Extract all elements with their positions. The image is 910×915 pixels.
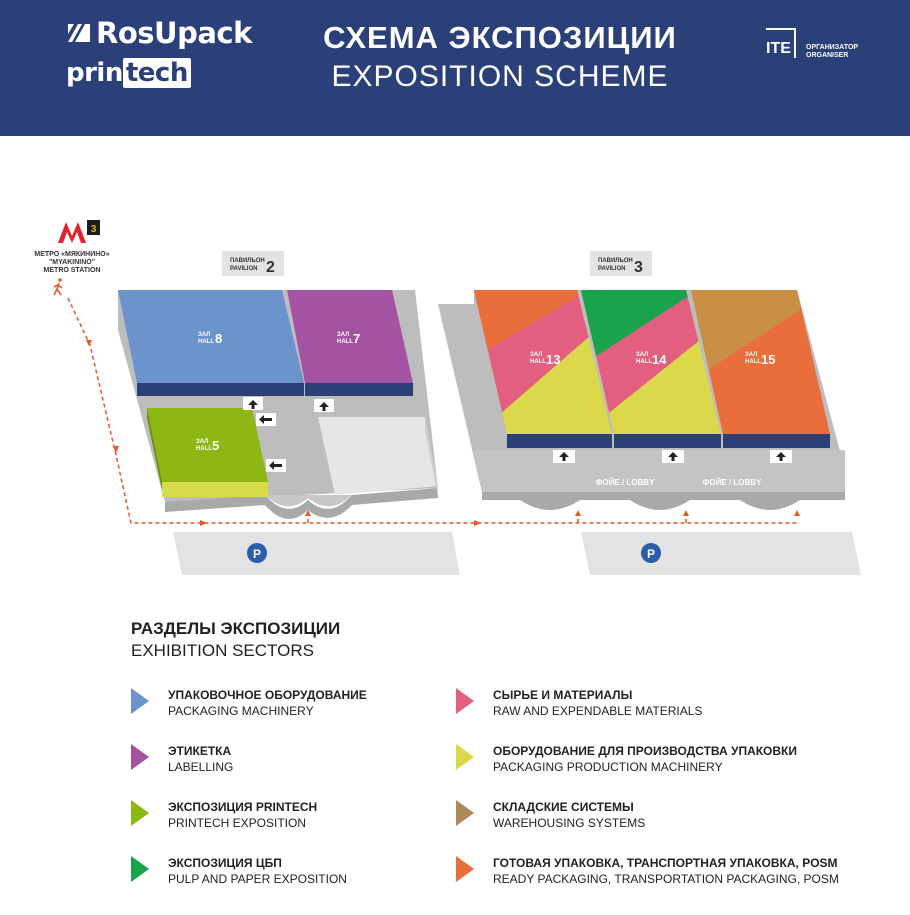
- ite-logo-text: ITE: [766, 40, 791, 57]
- legend-item-label-en: WAREHOUSING SYSTEMS: [493, 816, 646, 830]
- sector-color-marker: [456, 744, 474, 770]
- sector-color-marker: [131, 744, 149, 770]
- route-arrow-icon: [113, 446, 119, 453]
- rosupack-logo: [66, 16, 252, 50]
- printech-logo-text-2: tech: [123, 58, 191, 88]
- pavilion-2-tag: [222, 251, 284, 276]
- header-banner: [0, 0, 910, 136]
- pavilion-2-number: 2: [266, 259, 275, 276]
- hall-8-number: 8: [215, 331, 223, 346]
- hall-7-label-en: HALL: [337, 339, 353, 345]
- hall-7-label-ru: ЗАЛ: [337, 332, 350, 338]
- route-arrow-icon: [200, 520, 207, 526]
- legend-item-label-en: PACKAGING PRODUCTION MACHINERY: [493, 760, 723, 774]
- organizer-label-en: ORGANISER: [806, 52, 849, 59]
- sector-color-marker: [131, 800, 149, 826]
- printech-logo: [66, 58, 191, 88]
- lobby-label-2: ФОЙЕ / LOBBY: [702, 478, 762, 487]
- sector-color-marker: [456, 856, 474, 882]
- legend-item-label-en: PULP AND PAPER EXPOSITION: [168, 872, 347, 886]
- hall-15-number: 15: [761, 352, 776, 367]
- hall-14-label-ru: ЗАЛ: [636, 352, 649, 358]
- parking-label-1: P: [252, 547, 262, 561]
- entrance-arrow-icon: [243, 397, 263, 410]
- route-arrow-icon: [86, 340, 92, 346]
- page-title-ru: СХЕМА ЭКСПОЗИЦИИ: [323, 20, 677, 55]
- pavilion-2-label-en: PAVILION: [230, 266, 258, 272]
- lobby-label-1: ФОЙЕ / LOBBY: [595, 478, 655, 487]
- exposition-map: [0, 140, 910, 600]
- hall-5-label-en: HALL: [196, 446, 212, 452]
- metro-m-icon: [58, 222, 86, 243]
- metro-label-translit: "MYAKININO": [48, 259, 96, 266]
- hall-8: [118, 290, 304, 396]
- sector-color-marker: [456, 800, 474, 826]
- pavilion-3-label-ru: ПАВИЛЬОН: [598, 258, 633, 264]
- sector-color-marker: [456, 688, 474, 714]
- legend-item-label-ru: ЭКСПОЗИЦИЯ ЦБП: [168, 856, 282, 870]
- sector-color-marker: [131, 688, 149, 714]
- hall-8-label-en: HALL: [198, 339, 214, 345]
- legend-item-label-ru: ГОТОВАЯ УПАКОВКА, ТРАНСПОРТНАЯ УПАКОВКА, POSM: [493, 856, 838, 870]
- entrance-arrow-icon: [770, 450, 792, 463]
- pedestrian-icon: [54, 278, 62, 295]
- hall-7-number: 7: [353, 331, 361, 346]
- route-arrow-icon: [575, 510, 581, 516]
- route-arrow-icon: [683, 510, 689, 516]
- entrance-arrow-icon: [553, 450, 575, 463]
- legend-item-label-en: RAW AND EXPENDABLE MATERIALS: [493, 704, 703, 718]
- legend-item-label-en: READY PACKAGING, TRANSPORTATION PACKAGING, POSM: [493, 872, 839, 886]
- legend-item-label-ru: СЫРЬЕ И МАТЕРИАЛЫ: [493, 688, 633, 702]
- entrance-arrow-icon: [662, 450, 684, 463]
- legend-item-label-ru: ЭКСПОЗИЦИЯ PRINTECH: [168, 800, 318, 814]
- entrance-arrow-icon: [266, 459, 286, 472]
- organizer-label: [806, 44, 858, 60]
- parking-label-2: P: [646, 547, 656, 561]
- hall-14-number: 14: [652, 352, 667, 367]
- pavilion-3-number: 3: [634, 259, 643, 276]
- organizer-logo: [766, 28, 886, 68]
- sector-color-marker: [131, 856, 149, 882]
- hall-13-label-ru: ЗАЛ: [530, 352, 543, 358]
- hall-14-label-en: HALL: [636, 359, 652, 365]
- hall-15-label-ru: ЗАЛ: [745, 352, 758, 358]
- metro-line-number: 3: [90, 224, 97, 235]
- metro-label-ru: МЕТРО «МЯКИНИНО»: [34, 251, 110, 258]
- legend-item-label-ru: ОБОРУДОВАНИЕ ДЛЯ ПРОИЗВОДСТВА УПАКОВКИ: [493, 744, 798, 758]
- hall-7: [287, 290, 413, 396]
- sectors-title-ru: РАЗДЕЛЫ ЭКСПОЗИЦИИ: [131, 619, 341, 638]
- hall-5-label-ru: ЗАЛ: [196, 439, 209, 445]
- metro-station: [34, 220, 109, 295]
- organizer-label-ru: ОРГАНИЗАТОР: [806, 44, 859, 51]
- hall-8-label-ru: ЗАЛ: [198, 332, 211, 338]
- rosupack-logo-text: RosUpack: [96, 16, 252, 50]
- metro-label-en: METRO STATION: [43, 267, 101, 274]
- page-title-en: EXPOSITION SCHEME: [331, 60, 669, 93]
- pavilion-2-label-ru: ПАВИЛЬОН: [230, 258, 265, 264]
- legend-item-label-en: PACKAGING MACHINERY: [168, 704, 314, 718]
- hall-13-number: 13: [546, 352, 561, 367]
- sectors-title-en: EXHIBITION SECTORS: [131, 641, 314, 660]
- pavilion-3-tag: [590, 251, 652, 276]
- printech-logo-text-1: prin: [66, 58, 123, 88]
- hall-15-label-en: HALL: [745, 359, 761, 365]
- hall-5: [147, 408, 268, 497]
- legend-item-label-ru: УПАКОВОЧНОЕ ОБОРУДОВАНИЕ: [168, 688, 367, 702]
- legend-item-label-en: PRINTECH EXPOSITION: [168, 816, 307, 830]
- parking-area-2: [581, 532, 861, 575]
- empty-hall-block: [318, 417, 438, 495]
- legend-item-label-en: LABELLING: [168, 760, 234, 774]
- legend-item-label-ru: ЭТИКЕТКА: [168, 744, 232, 758]
- legend-item-label-ru: СКЛАДСКИЕ СИСТЕМЫ: [493, 800, 634, 814]
- route-arrow-icon: [794, 510, 800, 516]
- pavilion-3-label-en: PAVILION: [598, 266, 626, 272]
- hall-5-number: 5: [212, 438, 220, 453]
- parking-area-1: [173, 532, 460, 575]
- route-arrow-icon: [474, 520, 481, 526]
- hall-13-label-en: HALL: [530, 359, 546, 365]
- entrance-arrow-icon: [314, 399, 334, 412]
- rosupack-mark-icon: [66, 20, 92, 46]
- entrance-arrow-icon: [256, 413, 276, 426]
